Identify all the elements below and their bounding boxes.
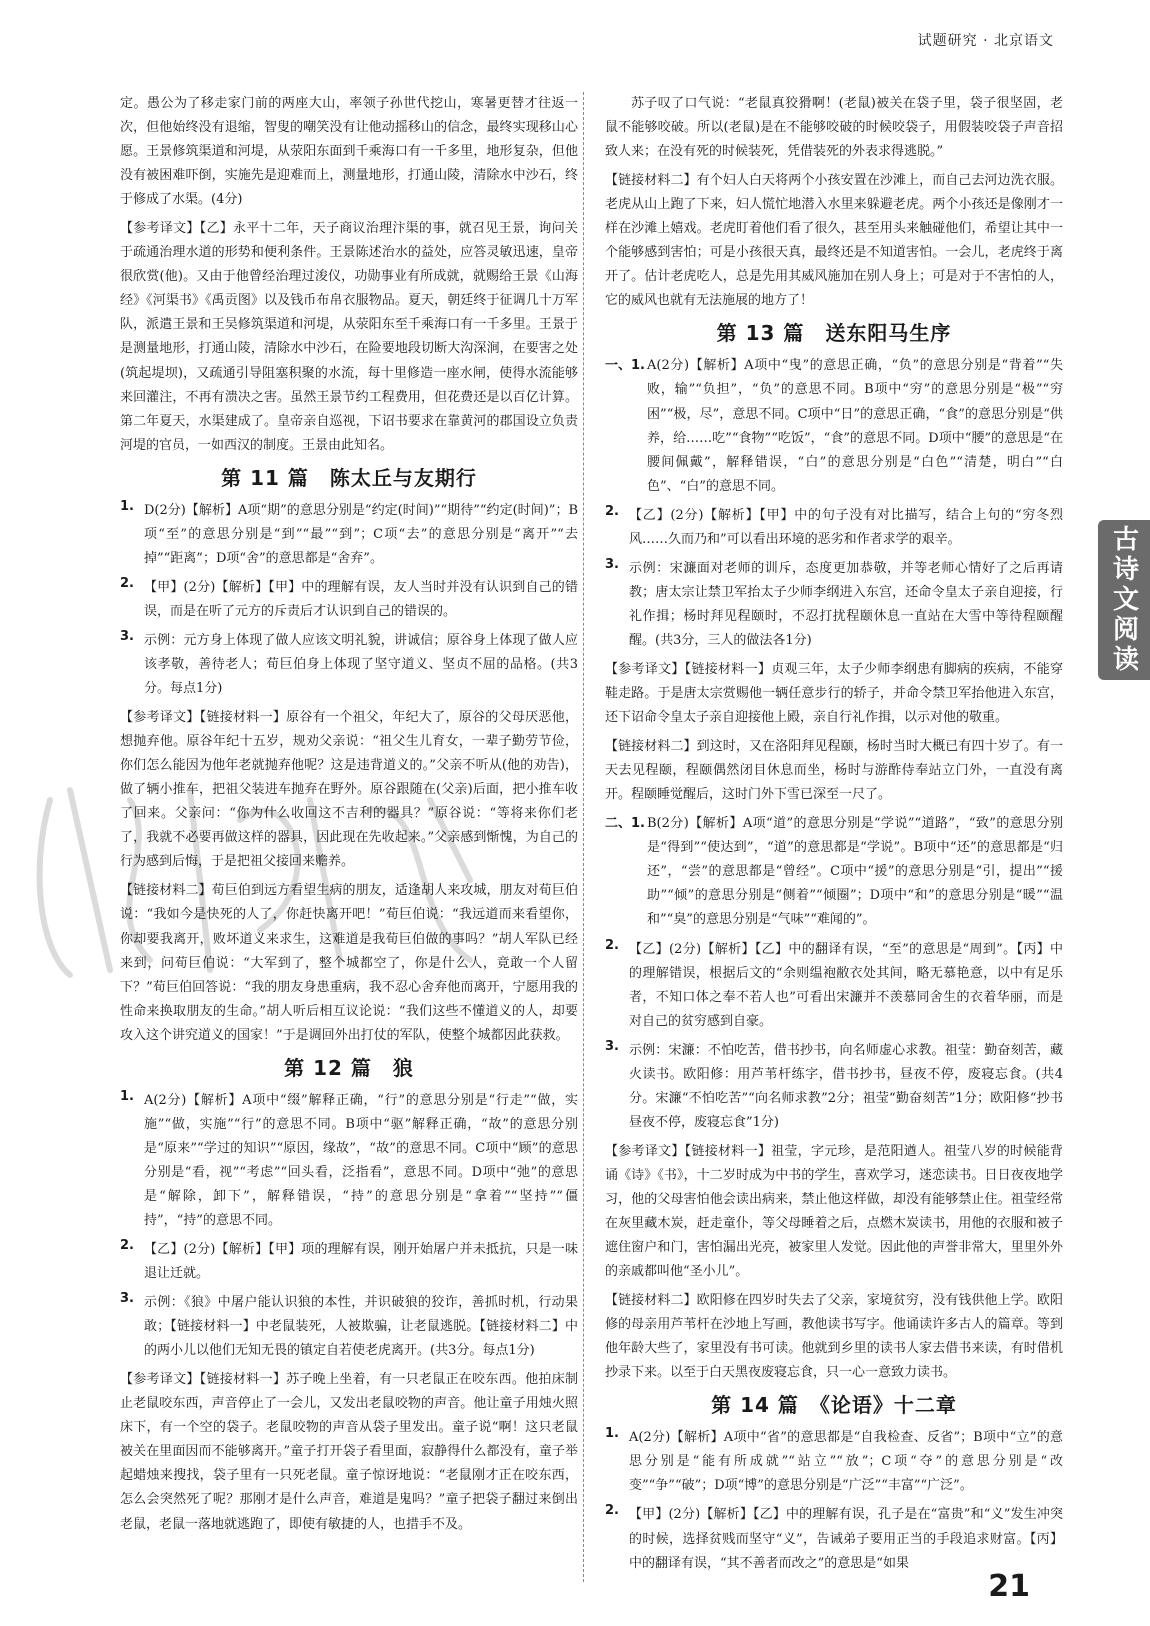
item-number: 3. xyxy=(605,1038,619,1054)
side-tab xyxy=(1098,520,1150,680)
header-title: 试题研究 · 北京语文 xyxy=(917,33,1054,49)
answer-item xyxy=(120,1291,578,1363)
section-title-13: 第 13 篇 送东阳马生序 xyxy=(716,321,952,346)
answer-text: D(2分)【解析】A项“期”的意思分别是“约定(时间)”“期待”“约定(时间)”；B项“至”的意思分别是“到”“最”“到”；C项“去”的意思分别是“离开”“去掉”“距离”；D项“舍”的意思都是“舍弃”。 xyxy=(144,502,578,566)
column-divider xyxy=(583,92,584,1582)
side-tab-label: 古诗文阅读 xyxy=(1108,525,1139,675)
item-number: 3. xyxy=(605,556,619,572)
answer-text: 【乙】(2分)【解析】【乙】中的翻译有误，“至”的意思是“周到”。【丙】中的理解错误，根据后文的“余则缊袍敝衣处其间，略无慕艳意，以中有足乐者，不知口体之奉不若人也”可看出宋濂并不羡慕同舍生的衣着华丽，而是对自己的贫穷感到自豪。 xyxy=(629,941,1063,1029)
answer-item xyxy=(120,1238,578,1286)
answer-text: 示例：宋濂：不怕吃苦，借书抄书，向名师虚心求教。祖莹：勤奋刻苦，藏火读书。欧阳修：用芦苇杆练字，借书抄书，昼夜不停，废寝忘食。(共4分。宋濂“不怕吃苦”“向名师求教”2分；祖莹“勤奋刻苦”1分；欧阳修“抄书昼夜不停，废寝忘食”1分) xyxy=(629,1042,1063,1130)
answer-item xyxy=(605,1039,1063,1135)
right-column xyxy=(605,92,1063,1581)
item-number: 3. xyxy=(120,1291,134,1307)
answer-text: 示例：宋濂面对老师的训斥，态度更加恭敬，并等老师心情好了之后再请教；唐太宗让禁卫军抬太子少师李纲进入东宫，还命令皇太子亲自迎接，行礼作揖；杨时拜见程颐时，不忍打扰程颐休息一直站在大雪中等待程颐醒醒。(共3分，三人的做法各1分) xyxy=(629,560,1063,648)
answer-text: 【甲】(2分)【解析】【乙】中的理解有误，孔子是在“富贵”和“义”发生冲突的时候，选择贫贱而坚守“义”，告诫弟子要用正当的手段追求财富。【丙】中的翻译有误，“其不善者而改之”的意思是“如果 xyxy=(629,1507,1063,1571)
item-number: 1. xyxy=(605,1426,619,1442)
answer-item xyxy=(605,354,1063,498)
answer-text: A(2分)【解析】A项中“曳”的意思正确，“负”的意思分别是“背着”“失败，输”“负担”，“负”的意思不同。B项中“穷”的意思分别是“极”“穷困”“极，尽”，意思不同。C项中“日”的意思正确，“食”的意思分别是“供养，给……吃”“食物”“吃饭”，“食”的意思不同。D项中“腰”的意思是“在腰间佩戴”，解释错误，“白”的意思分别是“白色”“清楚，明白”“白色”、“白”的意思不同。 xyxy=(647,358,1063,494)
item-number: 2. xyxy=(605,1503,619,1519)
paragraph: 【参考译文】【乙】永平十二年，天子商议治理汴渠的事，就召见王景，询问关于疏通治理水道的形势和便利条件。王景陈述治水的益处，应答灵敏迅速，皇帝很欣赏(他)。又由于他曾经治理过浚仪，功勋事业有所成就，就赐给王景《山海经》《河渠书》《禹贡图》以及钱币布帛衣服物品。夏天，朝廷终于征调几十万军队，派遣王景和王吴修筑渠道和河堤，从荥阳东至千乘海口有一千多里。王景于是测量地形，打通山陵，清除水中沙石，在险要地段切断大沟深涧，在要害之处(筑起堤坝)，又疏通引导阻塞积聚的水流，每十里修造一座水闸，使得水流能够来回灌注，不再有溃决之害。虽然王景节约工程费用，但花费还是以百亿计算。第二年夏天，水渠建成了。皇帝亲自巡视，下诏书要求在靠黄河的郡国设立负责河堤的官员，一如西汉的制度。王景由此知名。 xyxy=(120,221,578,453)
item-number: 2. xyxy=(605,937,619,953)
answer-text: 【甲】(2分)【解析】【甲】中的理解有误，友人当时并没有认识到自己的错误，而是在听了元方的斥责后才认识到自己的错误的。 xyxy=(144,579,578,619)
translation-text: 【参考译文】【链接材料一】原谷有一个祖父，年纪大了，原谷的父母厌恶他，想抛弃他。原谷年纪十五岁，规劝父亲说：“祖父生儿育女，一辈子勤劳节俭，你们怎么能因为他年老就抛弃他呢？这是违背道义的。”父亲不听从(他的劝告)，做了辆小推车，把祖父装进车抛弃在野外。原谷跟随在(父亲)后面，把小推车收了回来。父亲问：“你为什么收回这不吉利的器具？”原谷说：“等将来你们老了，我就不必要再做这样的器具，因此现在先收起来。”父亲感到惭愧，为自己的行为感到后悔，于是把祖父接回来赡养。 xyxy=(120,710,578,870)
item-number: 2. xyxy=(120,1238,134,1254)
section-title-11: 第 11 篇 陈太丘与友期行 xyxy=(221,465,477,490)
answer-text: B(2分)【解析】A项“道”的意思分别是“学说”“道路”，“致”的意思分别是“得到”“使达到”，“道”的意思都是“学说”。B项中“还”的意思都是“归还”，“尝”的意思都是“曾经”。C项中“援”的意思分别是“引，提出”“援助”“倾”的意思分别是“侧着”“倾圈”；D项中“和”的意思分别是“暖”“温和”“臭”的意思分别是“气味”“难闻的”。 xyxy=(647,816,1063,928)
answer-item xyxy=(605,504,1063,552)
answer-item xyxy=(120,576,578,624)
item-number: 2. xyxy=(120,575,134,591)
translation-text: 【链接材料二】到这时，又在洛阳拜见程颐，杨时当时大概已有四十岁了。有一天去见程颐，程颐偶然闭目休息而坐，杨时与游酢侍奉站立门外，一直没有离开。程颐睡觉醒后，这时门外下雪已深至一尺了。 xyxy=(605,739,1063,803)
answer-text: A(2分)【解析】A项中“省”的意思都是“自我检查、反省”；B项中“立”的意思分别是“能有所成就”“站立”“放”；C项“夺”的意思分别是“改变”“争”“破”；D项“博”的意思分别是“广泛”“丰富”“广泛”。 xyxy=(629,1430,1063,1494)
answer-item xyxy=(120,1089,578,1233)
answer-item xyxy=(605,1503,1063,1575)
paragraph: 苏子叹了口气说：“老鼠真狡猾啊！(老鼠)被关在袋子里，袋子很坚固，老鼠不能够咬破。所以(老鼠)是在不能够咬破的时候咬袋子，用假装咬袋子声音招致人来；在没有死的时候装死，凭借装死的外表求得逃脱。” xyxy=(605,96,1063,160)
answer-text: 示例：《狼》中屠户能认识狼的本性，并识破狼的狡诈，善抓时机，行动果敢；【链接材料一】中老鼠装死，人被欺骗，让老鼠逃脱。【链接材料二】中的两小儿以他们无知无畏的镇定自若使老虎离开。(共3分。每点1分) xyxy=(144,1295,578,1359)
item-number: 1. xyxy=(120,498,134,514)
answer-text: A(2分)【解析】A项中“缀”解释正确，“行”的意思分别是“行走”“做，实施”“做，实施”“行”的意思不同。B项中“驱”解释正确，“故”的意思分别是“原来”“学过的知识”“原因，缘故”，“故”的意思不同。C项中“顾”的意思分别是“看，视”“考虑”“回头看，泛指看”，意思不同。D项中“弛”的意思是“解除，卸下”，解释错误，“持”的意思分别是“拿着”“坚持”“僵持”，“持”的意思不同。 xyxy=(144,1092,578,1228)
translation-text: 【参考译文】【链接材料一】贞观三年，太子少师李纲患有脚病的疾病，不能穿鞋走路。于是唐太宗赏赐他一辆任意步行的轿子，并命令禁卫军抬他进入东宫，还下诏命令皇太子亲自迎接他上殿，亲自行礼作揖，以示对他的敬重。 xyxy=(605,661,1063,726)
item-number: 1. xyxy=(120,1088,134,1104)
translation-text: 【参考译文】【链接材料一】祖莹，字元珍，是范阳遒人。祖莹八岁的时候能背诵《诗》《书》，十二岁时成为中书的学生，喜欢学习，迷恋读书。日日夜夜地学习，他的父母害怕他会读出病来，禁止他这样做，却没有能够禁止住。祖莹经常在灰里藏木炭，赶走童仆，等父母睡着之后，点燃木炭读书，用他的衣服和被子遮住窗户和门，害怕漏出光亮，被家里人发觉。因此他的声誉非常大，里里外外的亲戚都叫他“圣小儿”。 xyxy=(605,1143,1063,1280)
answer-item xyxy=(120,499,578,571)
item-number: 3. xyxy=(120,628,134,644)
answer-item xyxy=(605,557,1063,653)
answer-item xyxy=(605,812,1063,932)
paragraph: 【链接材料二】有个妇人白天将两个小孩安置在沙滩上，而自己去河边洗衣服。老虎从山上跑了下来，妇人慌忙地潜入水里来躲避老虎。两个小孩还是像刚才一样在沙滩上嬉戏。老虎盯着他们看了很久，甚至用头来触碰他们，希望让其中一个能够感到害怕；可是小孩很天真，最终还是不知道害怕。一会儿，老虎终于离开了。估计老虎吃人，总是先用其威风施加在别人身上；可是对于不害怕的人，它的威风也就有无法施展的地方了！ xyxy=(605,173,1063,309)
item-number: 2. xyxy=(605,503,619,519)
section-title-14: 第 14 篇 《论语》十二章 xyxy=(711,1393,957,1418)
translation-text: 【链接材料二】欧阳修在四岁时失去了父亲，家境贫穷，没有钱供他上学。欧阳修的母亲用芦苇杆在沙地上写画，教他读书写字。他诵读许多古人的篇章。等到他年龄大些了，家里没有书可读。他就到乡里的读书人家去借书来读，有时借机抄录下来。以至于白天黑夜废寝忘食，只一心一意致力读书。 xyxy=(605,1293,1063,1381)
answer-item xyxy=(120,629,578,701)
answer-text: 【乙】(2分)【解析】【甲】中的句子没有对比描写，结合上句的“穷冬烈风……久而乃和”可以看出环境的恶劣和作者求学的艰辛。 xyxy=(629,507,1063,547)
left-column xyxy=(120,92,578,1542)
page-number: 21 xyxy=(988,1569,1030,1604)
item-number: 二、1. xyxy=(605,816,645,832)
translation-text: 【链接材料二】荀巨伯到远方看望生病的朋友，适逢胡人来攻城，朋友对荀巨伯说：“我如今是快死的人了，你赶快离开吧！”荀巨伯说：“我远道而来看望你，你却要我离开，败坏道义来求生，这难道是我荀巨伯做的事吗？”胡人军队已经来到，问荀巨伯说：“大军到了，整个城都空了，你是什么人，竟敢一个人留下？”荀巨伯回答说：“我的朋友身患重病，我不忍心舍弃他而离开，宁愿用我的性命来换取朋友的生命。”胡人听后相互议论说：“我们这些不懂道义的人，却要攻入这个讲究道义的国家！”于是调回外出打仗的军队，使整个城都因此获救。 xyxy=(120,883,578,1043)
section-title-12: 第 12 篇 狼 xyxy=(284,1055,414,1080)
translation-text: 【参考译文】【链接材料一】苏子晚上坐着，有一只老鼠正在咬东西。他拍床制止老鼠咬东西，声音停止了一会儿，又发出老鼠咬物的声音。他让童子用烛火照床下，有一个空的袋子。老鼠咬物的声音从袋子里发出。童子说“啊！这只老鼠被关在里面因而不能够离开。”童子打开袋子看里面，寂静得什么都没有，童子举起蜡烛来搜找，袋子里有一只死老鼠。童子惊讶地说：“老鼠刚才正在咬东西，怎么会突然死了呢？那刚才是什么声音，难道是鬼吗？”童子把袋子翻过来倒出老鼠，老鼠一落地就逃跑了，即使有敏捷的人，也措手不及。 xyxy=(120,1372,578,1532)
answer-item xyxy=(605,938,1063,1034)
answer-item xyxy=(605,1426,1063,1498)
paragraph: 定。愚公为了移走家门前的两座大山，率领子孙世代挖山，寒暑更替才往返一次，但他始终没有退缩，智叟的嘲笑没有让他动摇移山的信念，最终实现移山心愿。王景修筑渠道和河堤，从荥阳东面到千乘海口有一千多里，地形复杂，但他没有被困难吓倒，实施先是迎难而上，测量地形，打通山陵，清除水中沙石，终于修成了水渠。(4分) xyxy=(120,96,578,208)
answer-text: 【乙】(2分)【解析】【甲】项的理解有误，刚开始屠户并未抵抗，只是一味退让迁就。 xyxy=(144,1242,578,1282)
item-number: 一、1. xyxy=(605,358,645,374)
answer-text: 示例：元方身上体现了做人应该文明礼貌，讲诚信；原谷身上体现了做人应该孝敬，善待老人；荀巨伯身上体现了坚守道义、坚贞不屈的品格。(共3分。每点1分) xyxy=(144,632,578,697)
